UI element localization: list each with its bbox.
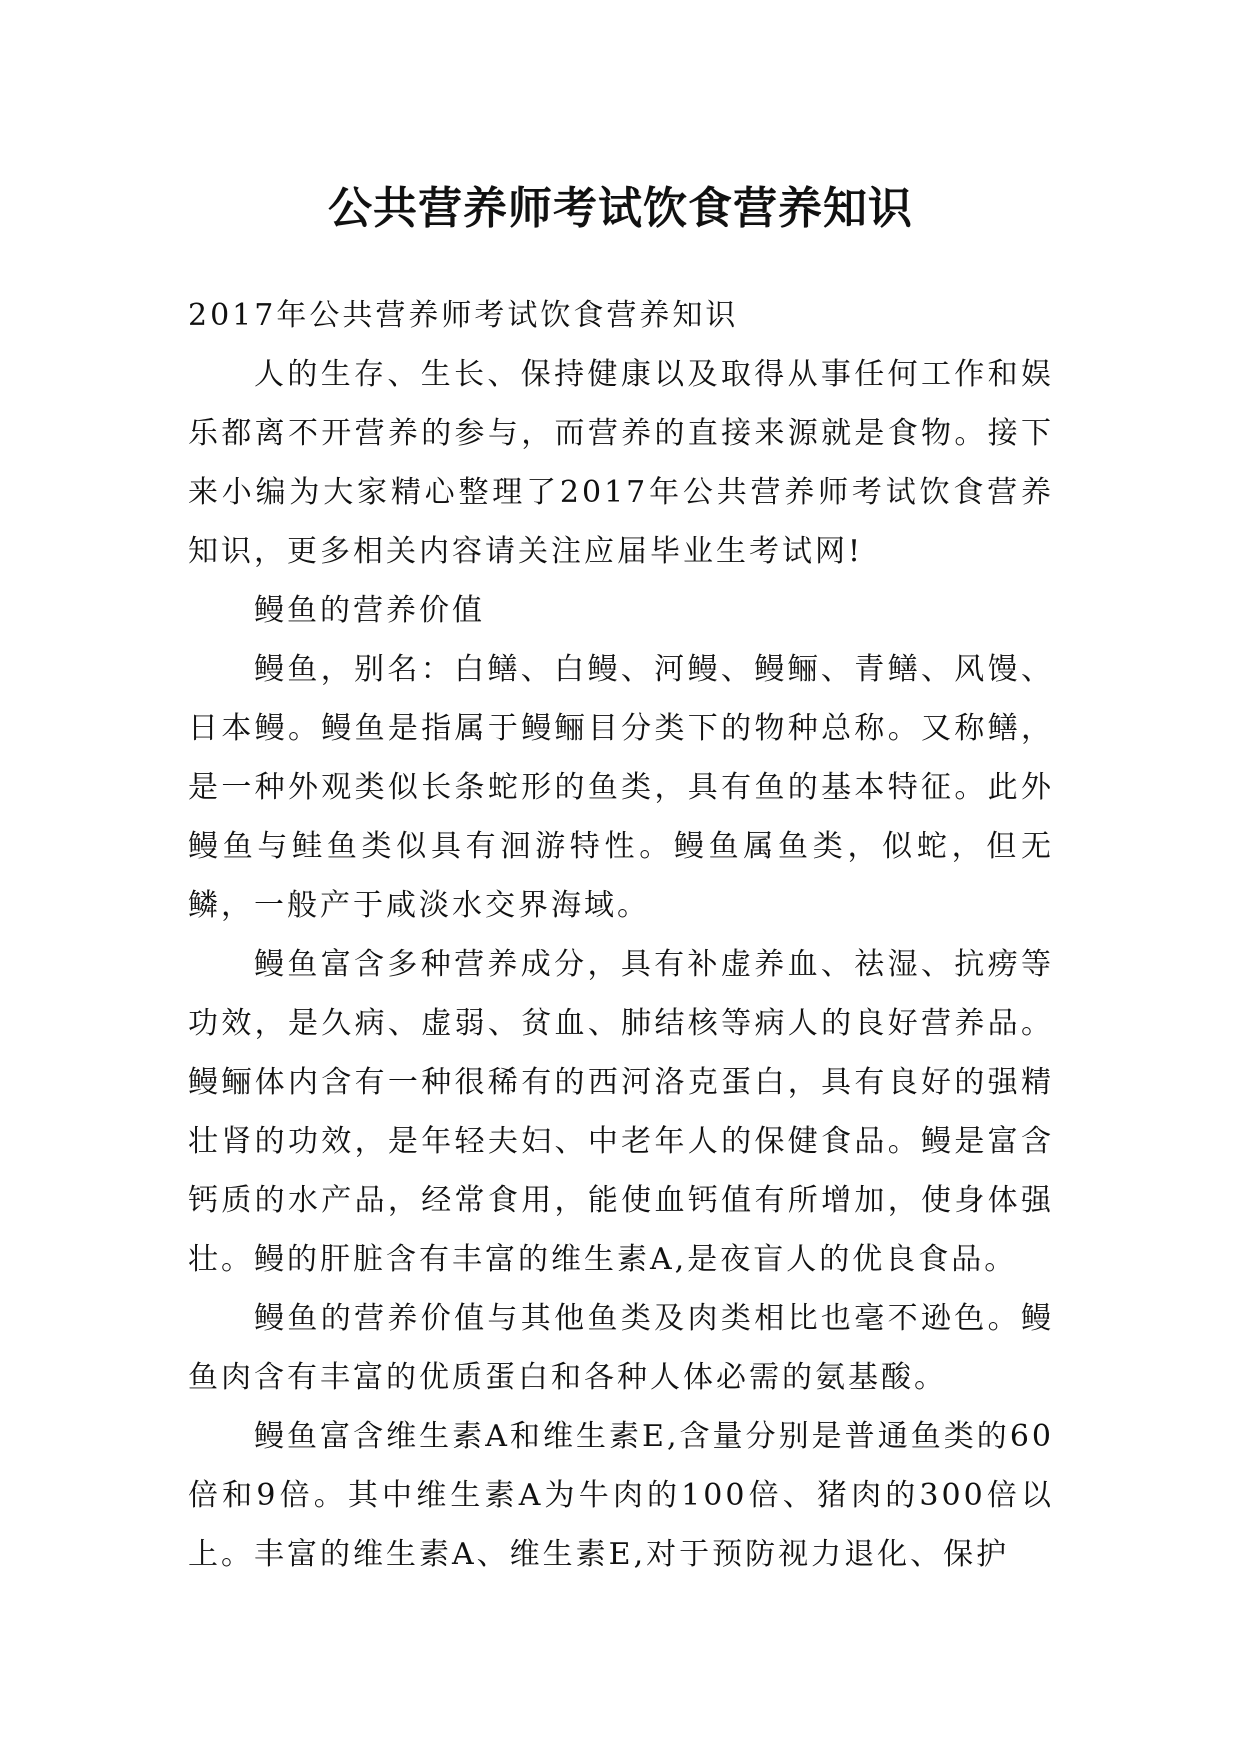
document-title: 公共营养师考试饮食营养知识 xyxy=(328,183,913,235)
paragraph: 鳗鱼富含维生素A和维生素E,含量分别是普通鱼类的60倍和9倍。其中维生素A为牛肉的100倍、猪肉的300倍以上。丰富的维生素A、维生素E,对于预防视力退化、保护 xyxy=(188,1419,1054,1572)
paragraph-subtitle: 2017年公共营养师考试饮食营养知识 xyxy=(188,298,739,333)
paragraph: 鳗鱼的营养价值与其他鱼类及肉类相比也毫不逊色。鳗鱼肉含有丰富的优质蛋白和各种人体必需的氨基酸。 xyxy=(188,1301,1054,1395)
paragraph: 鳗鱼，别名：白鳝、白鳗、河鳗、鳗鲡、青鳝、风馒、日本鳗。鳗鱼是指属于鳗鲡目分类下的物种总称。又称鳝，是一种外观类似长条蛇形的鱼类，具有鱼的基本特征。此外鳗鱼与鲑鱼类似具有洄游特性。鳗鱼属鱼类，似蛇，但无鳞，一般产于咸淡水交界海域。 xyxy=(188,652,1054,923)
paragraph: 鳗鱼富含多种营养成分，具有补虚养血、祛湿、抗痨等功效，是久病、虚弱、贫血、肺结核等病人的良好营养品。鳗鲡体内含有一种很稀有的西河洛克蛋白，具有良好的强精壮肾的功效，是年轻夫妇、中老年人的保健食品。鳗是富含钙质的水产品，经常食用，能使血钙值有所增加，使身体强壮。鳗的肝脏含有丰富的维生素A,是夜盲人的优良食品。 xyxy=(188,947,1054,1277)
document-body xyxy=(188,286,1054,1584)
paragraph-intro: 人的生存、生长、保持健康以及取得从事任何工作和娱乐都离不开营养的参与，而营养的直接来源就是食物。接下来小编为大家精心整理了2017年公共营养师考试饮食营养知识，更多相关内容请关注应届毕业生考试网! xyxy=(188,357,1054,569)
section-heading: 鳗鱼的营养价值 xyxy=(254,593,485,628)
